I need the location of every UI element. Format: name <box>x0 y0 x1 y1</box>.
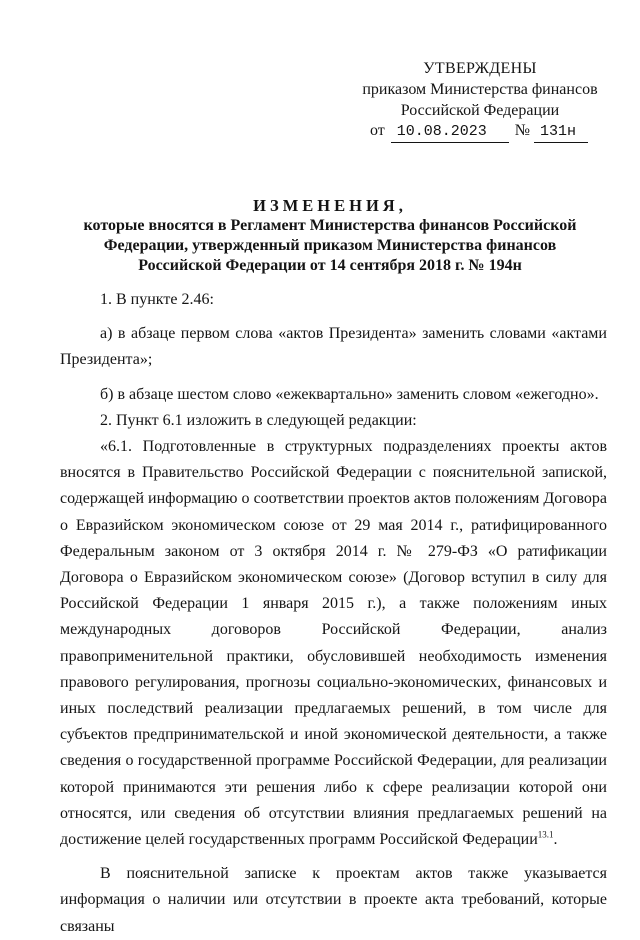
number-label: № <box>514 122 531 139</box>
title-line-3: Российской Федерации от 14 сентября 2018 г. № 194н <box>138 257 522 274</box>
date-label: от <box>370 122 385 139</box>
approval-date-row <box>370 121 588 143</box>
approval-line-2: Российской Федерации <box>400 102 560 119</box>
paragraph-4: 2. Пункт 6.1 изложить в следующей редакции: <box>100 411 417 429</box>
approval-number: 131н <box>534 122 588 143</box>
approval-line-1: приказом Министерства финансов <box>362 81 598 98</box>
paragraph-5-end: . <box>553 831 558 849</box>
title-line-2: Федерации, утвержденный приказом Министерства финансов <box>103 237 557 254</box>
title-heading: ИЗМЕНЕНИЯ, <box>253 196 407 215</box>
document-body <box>60 287 607 940</box>
paragraph-5-text: «6.1. Подготовленные в структурных подразделениях проекты актов вносятся в Правительство Российской Федерации с пояснительной запиской, содержащей информацию о соответствии проектов актов положениям Договора о Евразийском экономическом союзе от 29 мая 2014 г., ратифицированного Федеральным законом от 3 октября 2014 г. № 279-ФЗ «О ратификации Договора о Евразийском экономическом союзе» (Договор вступил в силу для Российской Федерации 1 января 2015 г.), а также положениям иных международных договоров Российской Федерации, анализ правоприменительной практики, обусловившей необходимость изменения правового регулирования, прогнозы социально-экономических, финансовых и иных последствий реализации предлагаемых решений, в том числе для субъектов предпринимательской и иной экономической деятельности, а также сведения о государственной программе Российской Федерации, для реализации которой принимаются эти решения либо к сфере реализации которой они относятся, или сведения об отсутствии влияния предлагаемых решений на достижение целей государственных программ Российской Федерации <box>60 438 607 849</box>
paragraph-2: а) в абзаце первом слова «актов Президента» заменить словами «актами Президента»; <box>60 325 607 369</box>
title-line-1: которые вносятся в Регламент Министерства финансов Российской <box>83 217 577 234</box>
document-title <box>60 196 600 276</box>
paragraph-6: В пояснительной записке к проектам актов также указывается информация о наличии или отсутствии в проекте акта требований, которые связаны <box>60 865 607 935</box>
approval-date: 10.08.2023 <box>391 122 509 143</box>
paragraph-1: 1. В пункте 2.46: <box>100 291 214 308</box>
approval-heading: УТВЕРЖДЕНЫ <box>423 60 537 77</box>
paragraph-3: б) в абзаце шестом слово «ежеквартально» заменить словом «ежегодно». <box>100 385 599 403</box>
approval-stamp <box>340 58 620 121</box>
footnote-ref: 13.1 <box>537 829 554 840</box>
paragraph-5 <box>60 434 607 853</box>
